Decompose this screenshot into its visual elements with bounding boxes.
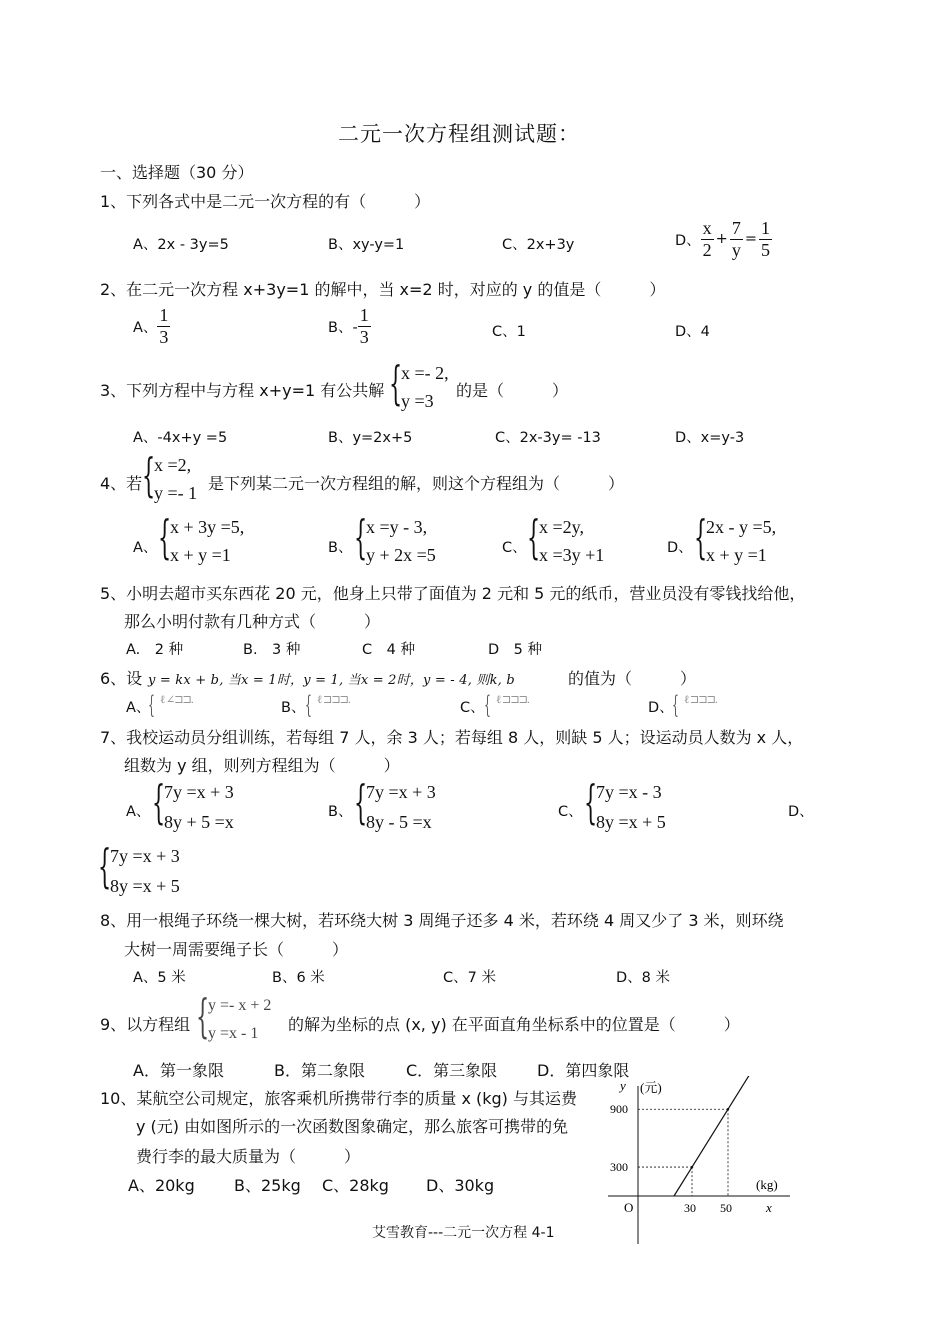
q7-b-line-2: 8y - 5 =x (366, 812, 432, 832)
q7-option-a-system (152, 775, 234, 835)
q1-option-c: C、2x+3y (502, 237, 575, 253)
q3-option-b: B、y=2x+5 (328, 430, 413, 446)
q7-d-line-1: 7y =x + 3 (110, 846, 180, 866)
q4-c-line-1: x =2y, (539, 517, 584, 537)
brace-icon: { (148, 691, 155, 719)
q2-option-a (133, 305, 170, 347)
q4-sys-line-1: x =2, (154, 455, 192, 475)
question-8-line-2: 大树一周需要绳子长（ ） (124, 940, 349, 959)
q4-system (142, 448, 198, 506)
q9-option-c: C．第三象限 (406, 1061, 498, 1080)
x-axis-label: x (766, 1200, 772, 1215)
q4-d-line-2: x + y =1 (706, 545, 767, 565)
x-tick-label: 30 (684, 1201, 696, 1215)
question-7-line-2: 组数为 y 组，则列方程组为（ ） (124, 756, 400, 775)
q1-option-a: A、2x - 3y=5 (133, 237, 229, 253)
question-5-line-1: 5、小明去超市买东西花 20 元，他身上只带了面值为 2 元和 5 元的纸币，营业员没有零钱找给他， (100, 584, 806, 603)
q6-option-a-system (148, 693, 193, 717)
q4-option-d-label: D、 (667, 540, 693, 556)
q9-sys-line-2: y =x - 1 (208, 1025, 259, 1042)
question-10-line-1: 10、某航空公司规定，旅客乘机所携带行李的质量 x (kg) 与其运费 (100, 1089, 577, 1108)
q7-c-line-2: 8y =x + 5 (596, 812, 666, 832)
q6-c-blurred-formula: ℓ ⊐⊐⊐. (496, 694, 529, 706)
q7-option-a-label: A、 (126, 804, 151, 820)
q7-a-line-1: 7y =x + 3 (164, 782, 234, 802)
q6-option-c-system (484, 693, 529, 717)
question-6-pre: 6、设 (100, 669, 143, 688)
q4-b-line-1: x =y - 3, (366, 517, 428, 537)
x-axis-unit: (kg) (756, 1177, 778, 1192)
q9-option-d: D．第四象限 (537, 1061, 630, 1080)
q10-line-chart (600, 1076, 800, 1248)
q7-option-c-system (584, 775, 666, 835)
q5-option-a: A. 2 种 (126, 642, 184, 658)
y-tick-label: 900 (610, 1102, 628, 1117)
q2-a-fraction: $\frac{1}{3}$ (159, 305, 169, 347)
q2-option-c: C、1 (492, 324, 526, 340)
q4-option-b-label: B、 (328, 540, 353, 556)
brace-icon: { (98, 839, 112, 893)
q7-option-d-system (98, 839, 180, 899)
q6-option-b-system (305, 693, 350, 717)
q4-c-line-2: x =3y +1 (539, 545, 605, 565)
section-heading: 一、选择题（30 分） (100, 163, 254, 182)
q10-option-c: C、28kg (322, 1176, 389, 1195)
page-title: 二元一次方程组测试题： (338, 122, 580, 146)
q6-b-blurred-formula: ℓ ⊐⊐⊐. (317, 694, 350, 706)
function-line (674, 1076, 750, 1196)
brace-icon: { (584, 775, 598, 829)
brace-icon: { (484, 691, 491, 719)
page-footer: 艾雪教育---二元一次方程 4-1 (372, 1225, 555, 1241)
q2-option-b (328, 305, 371, 347)
question-7-line-1: 7、我校运动员分组训练，若每组 7 人，余 3 人；若每组 8 人，则缺 5 人；设运动员人数为 x 人， (100, 728, 804, 747)
q2-a-label: A、 (133, 319, 158, 336)
question-8-line-1: 8、用一根绳子环绕一棵大树，若环绕大树 3 周绳子还多 4 米，若环绕 4 周又少了 3 米，则环绕 (100, 911, 784, 930)
brace-icon: { (196, 989, 210, 1043)
q3-option-d: D、x=y-3 (675, 430, 745, 446)
q4-b-line-2: y + 2x =5 (366, 545, 436, 565)
q7-b-line-1: 7y =x + 3 (366, 782, 436, 802)
q10-option-d: D、30kg (426, 1176, 495, 1195)
q1-d-label: D、 (675, 232, 701, 249)
q2-option-d: D、4 (675, 324, 710, 340)
q4-option-b-system (354, 510, 436, 568)
brace-icon: { (389, 356, 403, 410)
q8-option-d: D、8 米 (616, 970, 670, 986)
q3-option-a: A、-4x+y =5 (133, 430, 228, 446)
question-9-pre: 9、以方程组 (100, 1015, 191, 1034)
q3-sys-line-1: x =- 2, (401, 363, 449, 383)
brace-icon: { (527, 510, 541, 564)
question-10-line-3: 费行李的最大质量为（ ） (136, 1147, 361, 1166)
q7-option-b-system (354, 775, 436, 835)
q7-a-line-2: 8y + 5 =x (164, 812, 234, 832)
q10-option-b: B、25kg (234, 1176, 301, 1195)
q9-sys-line-1: y =- x + 2 (208, 997, 272, 1014)
q1-d-plus: + (715, 231, 728, 248)
question-10-line-2: y (元) 由如图所示的一次函数图象确定，那么旅客可携带的免 (136, 1117, 569, 1136)
brace-icon: { (672, 691, 679, 719)
question-4-stem: 是下列某二元一次方程组的解，则这个方程组为（ ） (208, 474, 625, 493)
q2-b-label: B、- (328, 319, 358, 336)
brace-icon: { (142, 448, 156, 502)
q2-b-fraction: $\frac{1}{3}$ (359, 305, 369, 347)
q4-sys-line-2: y =- 1 (154, 483, 198, 503)
brace-icon: { (305, 691, 312, 719)
q9-option-b: B．第二象限 (274, 1061, 365, 1080)
q6-option-b: B、 (281, 700, 306, 716)
q5-option-b: B. 3 种 (243, 642, 301, 658)
q10-option-a: A、20kg (128, 1176, 195, 1195)
brace-icon: { (354, 510, 368, 564)
q7-d-line-2: 8y =x + 5 (110, 876, 180, 896)
question-6-post: 的值为（ ） (568, 669, 697, 688)
q1-option-d (675, 218, 772, 260)
q5-option-d: D 5 种 (488, 642, 542, 658)
question-4-pre: 4、若 (100, 474, 143, 493)
q5-option-c: C 4 种 (362, 642, 415, 658)
q6-option-a: A、 (126, 700, 151, 716)
q4-option-a-label: A、 (133, 540, 158, 556)
y-axis-label: y (620, 1078, 626, 1093)
q1-d-equals: = (744, 231, 757, 248)
q4-a-line-2: x + y =1 (170, 545, 231, 565)
q4-option-c-label: C、 (502, 540, 527, 556)
q9-option-a: A．第一象限 (133, 1061, 224, 1080)
x-tick-label: 50 (720, 1201, 732, 1215)
q4-option-d-system (694, 510, 777, 568)
q3-option-c: C、2x-3y= -13 (495, 430, 601, 446)
q4-option-c-system (527, 510, 605, 568)
question-9-stem: 的解为坐标的点 (x, y) 在平面直角坐标系中的位置是（ ） (288, 1015, 740, 1034)
q6-expression: y = kx + b, 当x = 1时，y = 1, 当x = 2时，y = - 4, 则k, b (148, 673, 515, 688)
question-2: 2、在二元一次方程 x+3y=1 的解中，当 x=2 时，对应的 y 的值是（ ） (100, 280, 666, 299)
q6-d-blurred-formula: ℓ ⊐⊐⊐. (684, 694, 717, 706)
question-3-stem: 3、下列方程中与方程 x+y=1 有公共解 (100, 381, 385, 400)
question-1: 1、下列各式中是二元一次方程的有（ ） (100, 192, 431, 211)
q4-option-a-system (158, 510, 245, 568)
q8-option-a: A、5 米 (133, 970, 186, 986)
brace-icon: { (354, 775, 368, 829)
y-axis-unit: (元) (640, 1080, 662, 1095)
q6-option-d: D、 (648, 700, 674, 716)
q1-d-fraction-3: $\frac{1}{5}$ (760, 218, 770, 260)
question-3-stem-end: 的是（ ） (456, 381, 569, 400)
q1-d-fraction-1: $\frac{x}{2}$ (702, 218, 712, 260)
q3-system (389, 356, 449, 414)
q1-d-fraction-2: $\frac{7}{y}$ (731, 218, 741, 260)
q7-option-c-label: C、 (558, 804, 583, 820)
brace-icon: { (152, 775, 166, 829)
q9-system (196, 989, 272, 1047)
q3-sys-line-2: y =3 (401, 391, 434, 411)
brace-icon: { (158, 510, 172, 564)
q4-a-line-1: x + 3y =5, (170, 517, 245, 537)
data-point (727, 1108, 729, 1110)
question-5-line-2: 那么小明付款有几种方式（ ） (124, 612, 381, 631)
q8-option-c: C、7 米 (443, 970, 496, 986)
data-point (691, 1166, 693, 1168)
q6-option-d-system (672, 693, 717, 717)
q7-option-b-label: B、 (328, 804, 353, 820)
q1-option-b: B、xy-y=1 (328, 237, 405, 253)
q6-a-blurred-formula: ℓ ∠⊐⊐. (160, 694, 193, 706)
q7-c-line-1: 7y =x - 3 (596, 782, 662, 802)
q6-option-c: C、 (460, 700, 485, 716)
origin-label: O (624, 1200, 634, 1215)
y-tick-label: 300 (610, 1160, 628, 1175)
q8-option-b: B、6 米 (272, 970, 325, 986)
brace-icon: { (694, 510, 708, 564)
q7-option-d-label: D、 (788, 804, 814, 820)
q4-d-line-1: 2x - y =5, (706, 517, 777, 537)
